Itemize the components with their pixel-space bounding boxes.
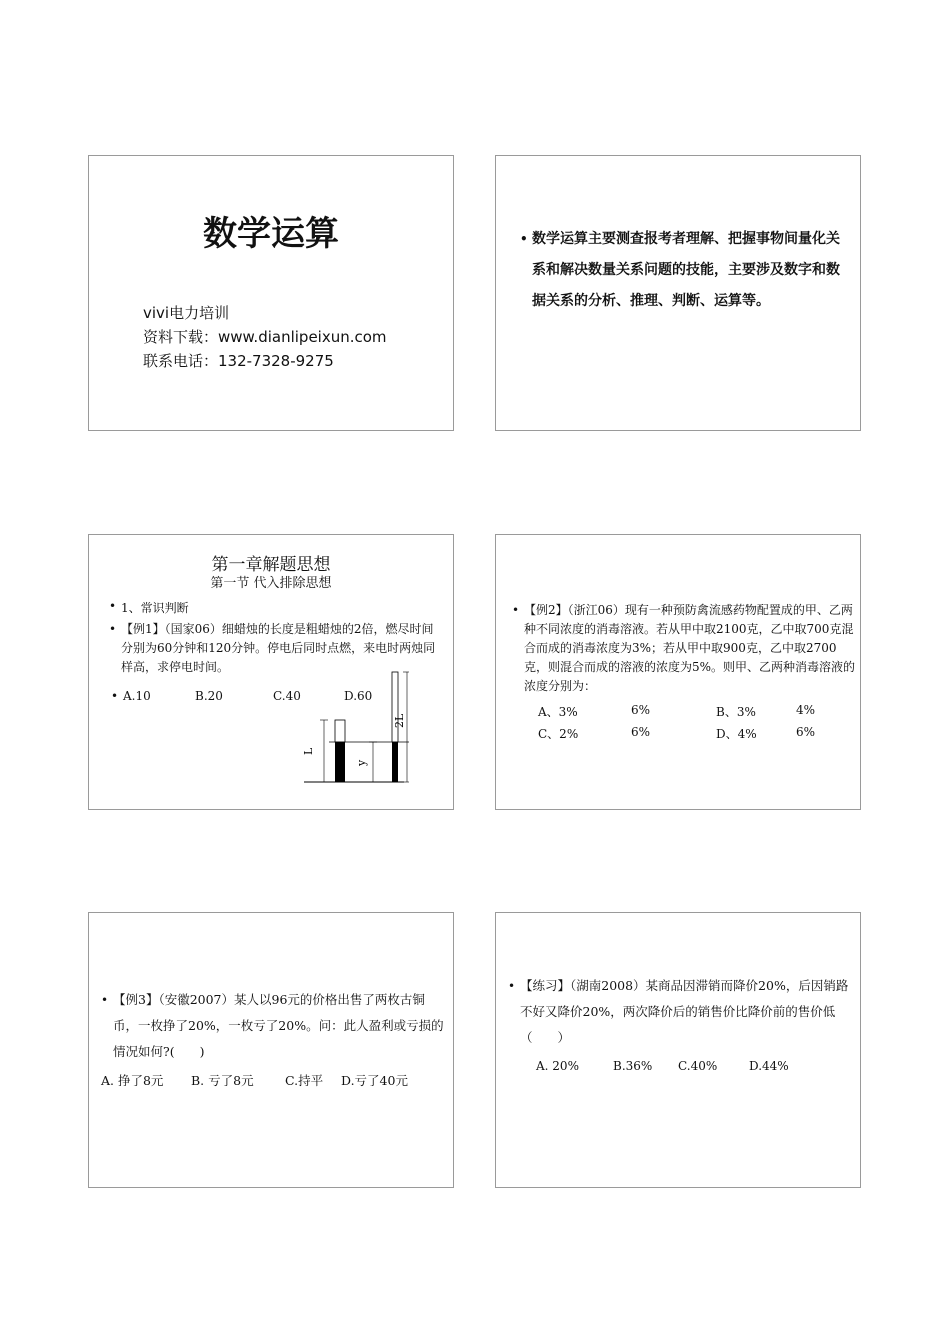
option-b: B.20 (195, 689, 223, 703)
org-name: vivi电力培训 (143, 304, 230, 322)
slide-example-3 (88, 912, 454, 1188)
option-c: C.40 (273, 689, 301, 703)
example-2-question: • 【例2】（浙江06）现有一种预防禽流感药物配置成的甲、乙两种不同浓度的消毒溶液。若从甲中取2100克，乙中取700克混合而成的消毒浓度为3%；若从甲中取900克，乙中取2700克，则混合而成的溶液的浓度为5%。则甲、乙两种消毒溶液的浓度分别为： (524, 601, 860, 696)
option-a: A、3% (538, 705, 578, 719)
intro-text: • 数学运算主要测查报考者理解、把握事物间量化关系和解决数量关系问题的技能，主要涉及数字和数据关系的分析、推理、判断、运算等。 (532, 224, 842, 317)
slide-practice (495, 912, 861, 1188)
phone-info: 联系电话：132-7328-9275 (143, 352, 334, 370)
option-c: C.持平 (285, 1073, 324, 1088)
candle-figure (299, 660, 409, 790)
option-a: • A.10 (123, 689, 151, 703)
option-b: B. 亏了8元 (191, 1073, 254, 1088)
option-a-value: 6% (631, 703, 651, 717)
label-l: L (302, 747, 315, 755)
download-info: 资料下载：www.dianlipeixun.com (143, 328, 387, 346)
option-d: D、4% (716, 727, 757, 741)
label-2l: 2L (393, 713, 406, 728)
option-b: B、3% (716, 705, 756, 719)
slide-title-heading: 数学运算 (203, 214, 339, 254)
slide-example-2 (495, 534, 861, 810)
practice-question: • 【练习】（湖南2008）某商品因滞销而降价20%，后因销路不好又降价20%，两次降价后的销售价比降价前的售价低（ ） (520, 973, 850, 1051)
label-y: y (355, 759, 368, 766)
section-title: 第一节 代入排除思想 (210, 576, 332, 591)
option-c: C、2% (538, 727, 579, 741)
item-common-sense: • 1、常识判断 (121, 599, 189, 616)
option-b-value: 4% (796, 703, 816, 717)
option-b: B.36% (613, 1059, 653, 1073)
option-a: A. 挣了8元 (101, 1073, 164, 1088)
example-3-question: • 【例3】（安徽2007）某人以96元的价格出售了两枚古铜币，一枚挣了20%，一枚亏了20%。问：此人盈利或亏损的情况如何?( ) (113, 987, 445, 1065)
option-c: C.40% (678, 1059, 718, 1073)
option-d: D.60 (344, 689, 373, 703)
slide-example-1 (88, 534, 454, 810)
option-d: D.亏了40元 (341, 1073, 408, 1088)
example-1-question: • 【例1】（国家06）细蜡烛的长度是粗蜡烛的2倍，燃尽时间分别为60分钟和120分钟。停电后同时点燃，来电时两烛同样高，求停电时间。 (121, 620, 441, 677)
chapter-title: 第一章解题思想 (211, 555, 331, 575)
option-a: A. 20% (536, 1059, 579, 1073)
slide-intro (495, 155, 861, 431)
option-d: D.44% (749, 1059, 789, 1073)
option-d-value: 6% (796, 725, 816, 739)
option-c-value: 6% (631, 725, 651, 739)
slide-title (88, 155, 454, 431)
